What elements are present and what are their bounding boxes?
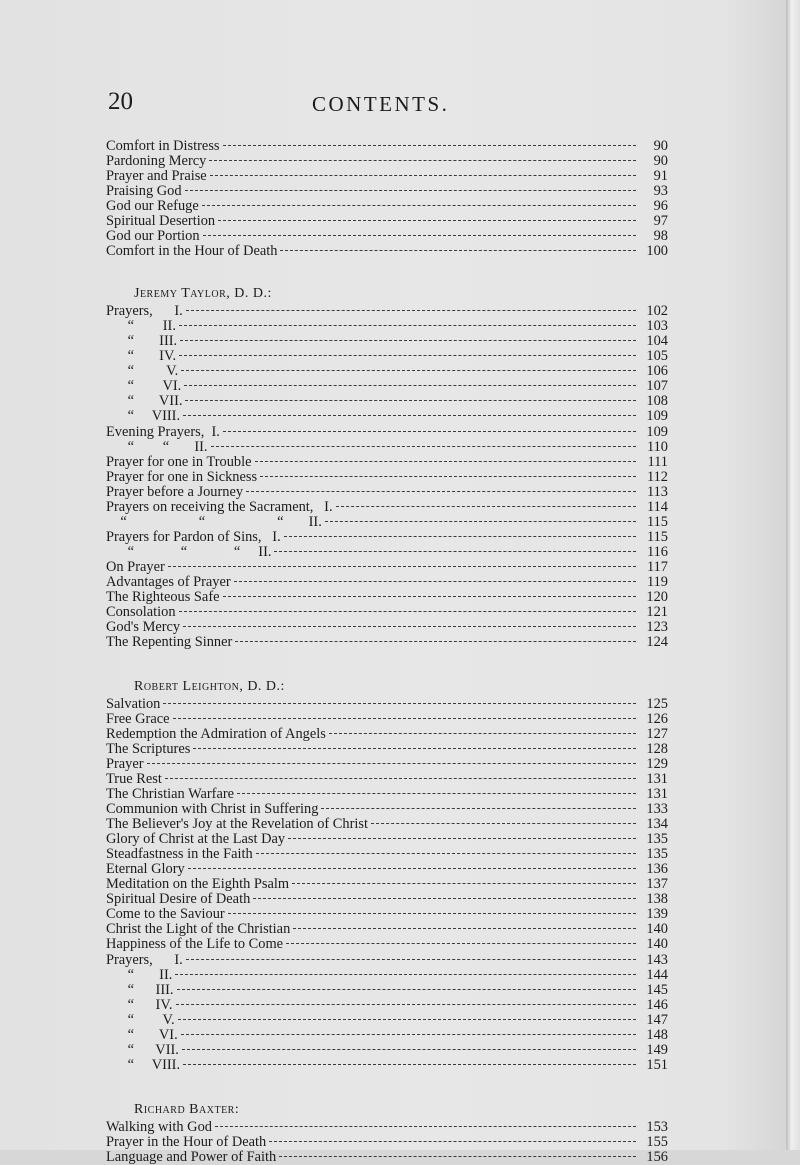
toc-entry[interactable] [106,364,668,379]
toc-entry[interactable] [106,968,668,983]
dot-leader [183,1063,636,1065]
toc-entry[interactable] [106,772,668,787]
section-heading [106,1089,668,1120]
toc-entry[interactable] [106,862,668,877]
entry-page-number: 128 [646,741,668,758]
dot-leader [284,535,636,537]
toc-entry[interactable] [106,199,668,214]
entry-title: Free Grace [106,711,170,727]
entry-title: “ “ II. [106,438,208,455]
entry-title: Glory of Christ at the Last Day [106,831,286,848]
entry-page-number: 149 [646,1041,668,1058]
toc-entry[interactable] [106,877,668,892]
entry-title: Prayer [106,756,144,773]
entry-title: The Scriptures [106,741,191,758]
entry-page-number: 151 [646,1056,668,1073]
entry-title: Consolation [106,603,176,620]
entry-title: Redemption the Admiration of Angels [106,726,326,743]
dot-leader [181,1033,636,1035]
entry-title: The Christian Warfare [106,786,235,803]
entry-page-number: 131 [646,771,668,788]
toc-entry[interactable] [106,892,668,907]
entry-title: Prayers on receiving the Sacrament, I. [106,498,333,515]
entry-page-number: 125 [646,695,668,712]
toc-entry[interactable] [106,440,668,455]
dot-leader [185,189,636,191]
dot-leader [183,625,636,627]
entry-page-number: 123 [646,618,668,635]
toc-entry[interactable] [106,379,668,394]
entry-title: “ “ “ II. [106,513,322,530]
entry-page-number: 124 [646,633,668,650]
toc-entry[interactable] [106,727,668,742]
dot-leader [203,234,636,236]
entry-page-number: 91 [653,168,668,185]
dot-leader [185,399,636,401]
dot-leader [182,1048,636,1050]
entry-page-number: 111 [647,453,668,470]
dot-leader [147,762,636,764]
section-heading [106,273,668,304]
toc-entry[interactable] [106,620,668,635]
entry-title: Comfort in Distress [106,138,220,154]
dot-leader [321,807,636,809]
dot-leader [253,897,636,899]
dot-leader [179,610,636,612]
toc-entry[interactable] [106,757,668,772]
author-name: Robert Leighton, D. D.: [134,678,285,694]
toc-entry[interactable] [106,712,668,727]
entry-title: Prayers, I. [106,951,183,968]
toc-entry[interactable] [106,802,668,817]
toc-entry[interactable] [106,1028,668,1043]
entry-title: Eternal Glory [106,861,185,878]
entry-page-number: 134 [646,816,668,833]
entry-page-number: 115 [646,528,668,545]
toc-entry[interactable] [106,409,668,424]
entry-title: God our Portion [106,228,200,245]
toc-entry[interactable] [106,1058,668,1073]
entry-page-number: 106 [646,363,668,380]
dot-leader [175,973,636,975]
entry-page-number: 156 [646,1148,668,1165]
entry-title: The Believer's Joy at the Revelation of Christ [106,816,368,833]
entry-page-number: 119 [646,573,668,590]
toc-entry[interactable] [106,742,668,757]
entry-title: “ IV. [106,348,177,365]
toc-entry[interactable] [106,817,668,832]
toc-entry[interactable] [106,787,668,802]
dot-leader [193,747,636,749]
entry-page-number: 100 [646,243,668,260]
entry-title: “ III. [106,981,174,998]
toc-entry[interactable] [106,1120,668,1135]
entry-page-number: 147 [646,1011,668,1028]
toc-entry[interactable] [106,349,668,364]
dot-leader [178,1018,636,1020]
toc-entry[interactable] [106,847,668,862]
entry-title: True Rest [106,771,162,788]
entry-title: “ IV. [106,996,173,1013]
entry-title: God our Refuge [106,198,199,215]
dot-leader [288,837,636,839]
dot-leader [211,445,636,447]
dot-leader [274,550,636,552]
entry-title: Evening Prayers, I. [106,423,220,440]
dot-leader [165,777,636,779]
entry-page-number: 137 [646,876,668,893]
toc-entry[interactable] [106,560,668,575]
entry-title: Prayer for one in Trouble [106,453,252,470]
page-header [0,88,786,122]
entry-page-number: 155 [646,1133,668,1150]
entry-page-number: 140 [646,936,668,953]
dot-leader [180,339,636,341]
toc-entry[interactable] [106,530,668,545]
entry-title: On Prayer [106,558,165,575]
entry-title: “ V. [106,363,179,380]
dot-leader [168,565,636,567]
author-name: Jeremy Taylor, D. D.: [134,286,272,302]
toc-entry[interactable] [106,485,668,500]
entry-page-number: 93 [653,183,668,200]
dot-leader [223,144,636,146]
toc-entry[interactable] [106,304,668,319]
dot-leader [235,640,636,642]
dot-leader [329,732,636,734]
entry-title: “ VII. [106,1041,179,1058]
entry-page-number: 96 [653,198,668,215]
toc-entry[interactable] [106,907,668,922]
toc-entry[interactable] [106,154,668,169]
toc-entry[interactable] [106,1135,668,1150]
entry-title: “ VI. [106,1026,178,1043]
entry-title: Comfort in the Hour of Death [106,243,278,260]
toc-entry[interactable] [106,500,668,515]
dot-leader [260,475,636,477]
toc-entry[interactable] [106,575,668,590]
entry-page-number: 120 [646,588,668,605]
entry-page-number: 121 [646,603,668,620]
dot-leader [210,174,636,176]
entry-title: “ VIII. [106,1056,181,1073]
author-name: Richard Baxter: [134,1101,240,1117]
entry-title: “ II. [106,966,173,983]
toc-entry[interactable] [106,214,668,229]
entry-page-number: 107 [646,378,668,395]
entry-page-number: 153 [646,1118,668,1135]
dot-leader [179,354,636,356]
dot-leader [179,324,636,326]
toc-entry[interactable] [106,244,668,259]
section-spacer [106,259,668,273]
toc-entry[interactable] [106,545,668,560]
dot-leader [279,1155,636,1157]
entry-page-number: 129 [646,756,668,773]
entry-title: Happiness of the Life to Come [106,936,284,953]
toc-entry[interactable] [106,1013,668,1028]
entry-page-number: 109 [646,423,668,440]
dot-leader [325,520,636,522]
entry-title: “ “ “ II. [106,543,272,560]
toc-entry[interactable] [106,319,668,334]
dot-leader [269,1140,636,1142]
toc-entry[interactable] [106,1043,668,1058]
entry-title: Prayers, I. [106,303,183,320]
entry-page-number: 135 [646,846,668,863]
entry-page-number: 145 [646,981,668,998]
entry-title: The Repenting Sinner [106,633,233,650]
toc-entry[interactable] [106,184,668,199]
entry-title: “ V. [106,1011,175,1028]
entry-page-number: 112 [646,468,668,485]
toc-entry[interactable] [106,425,668,440]
entry-page-number: 148 [646,1026,668,1043]
toc-entry[interactable] [106,169,668,184]
dot-leader [228,912,636,914]
dot-leader [256,852,636,854]
entry-page-number: 108 [646,393,668,410]
toc-entry[interactable] [106,229,668,244]
toc-entry[interactable] [106,515,668,530]
entry-title: Meditation on the Eighth Psalm [106,876,290,893]
dot-leader [336,505,636,507]
toc-entry[interactable] [106,635,668,650]
dot-leader [181,369,636,371]
entry-page-number: 90 [653,138,668,154]
toc-entry[interactable] [106,983,668,998]
dot-leader [186,958,636,960]
dot-leader [223,430,636,432]
dot-leader [176,1003,637,1005]
dot-leader [173,717,636,719]
entry-title: Prayer before a Journey [106,483,244,500]
toc-entry[interactable] [106,998,668,1013]
dot-leader [188,867,636,869]
dot-leader [184,384,636,386]
entry-title: Spiritual Desire of Death [106,891,251,908]
toc-entry[interactable] [106,922,668,937]
toc-entry[interactable] [106,937,668,952]
toc-entry[interactable] [106,139,668,154]
entry-page-number: 97 [653,213,668,230]
entry-page-number: 109 [646,408,668,425]
entry-page-number: 138 [646,891,668,908]
dot-leader [371,822,636,824]
entry-title: “ III. [106,333,178,350]
entry-page-number: 143 [646,951,668,968]
dot-leader [293,927,636,929]
dot-leader [286,942,636,944]
toc-entry[interactable] [106,590,668,605]
entry-page-number: 90 [653,153,668,170]
dot-leader [209,159,636,161]
toc-entry[interactable] [106,470,668,485]
entry-title: Walking with God [106,1118,212,1135]
entry-title: Prayer in the Hour of Death [106,1133,267,1150]
entry-title: Language and Power of Faith [106,1148,277,1165]
entry-title: Salvation [106,695,161,712]
entry-page-number: 146 [646,996,668,1013]
toc-entry[interactable] [106,1150,668,1165]
toc-entry[interactable] [106,697,668,712]
table-of-contents [106,139,668,1165]
entry-page-number: 140 [646,921,668,938]
toc-entry[interactable] [106,394,668,409]
page-number: 20 [108,88,133,115]
entry-title: “ VI. [106,378,182,395]
dot-leader [280,249,636,251]
dot-leader [255,460,637,462]
entry-page-number: 144 [646,966,668,983]
dot-leader [186,309,636,311]
section-heading [106,666,668,697]
entry-page-number: 116 [646,543,668,560]
dot-leader [234,580,636,582]
entry-title: Pardoning Mercy [106,153,207,170]
entry-page-number: 103 [646,318,668,335]
entry-title: Communion with Christ in Suffering [106,801,319,818]
toc-entry[interactable] [106,605,668,620]
entry-page-number: 117 [646,558,668,575]
entry-page-number: 127 [646,726,668,743]
entry-title: Come to the Saviour [106,906,225,923]
entry-page-number: 131 [646,786,668,803]
entry-title: Prayer for one in Sickness [106,468,258,485]
entry-page-number: 114 [646,498,668,515]
entry-page-number: 135 [646,831,668,848]
dot-leader [202,204,636,206]
entry-title: Christ the Light of the Christian [106,921,291,938]
entry-title: “ VII. [106,393,183,410]
entry-page-number: 136 [646,861,668,878]
dot-leader [218,219,636,221]
toc-entry[interactable] [106,334,668,349]
entry-page-number: 104 [646,333,668,350]
dot-leader [223,595,636,597]
section-spacer [106,650,668,666]
toc-entry[interactable] [106,455,668,470]
entry-page-number: 126 [646,711,668,727]
dot-leader [177,988,636,990]
entry-page-number: 102 [646,303,668,320]
entry-page-number: 110 [646,438,668,455]
toc-entry[interactable] [106,832,668,847]
entry-page-number: 115 [646,513,668,530]
entry-title: Prayers for Pardon of Sins, I. [106,528,281,545]
entry-page-number: 113 [646,483,668,500]
entry-page-number: 105 [646,348,668,365]
entry-title: “ VIII. [106,408,181,425]
entry-page-number: 98 [653,228,668,245]
toc-entry[interactable] [106,953,668,968]
entry-title: “ II. [106,318,176,335]
entry-page-number: 133 [646,801,668,818]
entry-title: The Righteous Safe [106,588,220,605]
dot-leader [163,702,636,704]
entry-title: Spiritual Desertion [106,213,216,230]
entry-title: Steadfastness in the Faith [106,846,253,863]
dot-leader [183,414,636,416]
dot-leader [215,1125,636,1127]
book-gutter [786,0,800,1150]
entry-title: Advantages of Prayer [106,573,231,590]
page-title: CONTENTS. [312,92,450,116]
entry-title: Praising God [106,183,182,200]
dot-leader [246,490,636,492]
dot-leader [292,882,636,884]
section-spacer [106,1073,668,1089]
entry-page-number: 139 [646,906,668,923]
entry-title: Prayer and Praise [106,168,207,185]
entry-title: God's Mercy [106,618,181,635]
dot-leader [237,792,636,794]
